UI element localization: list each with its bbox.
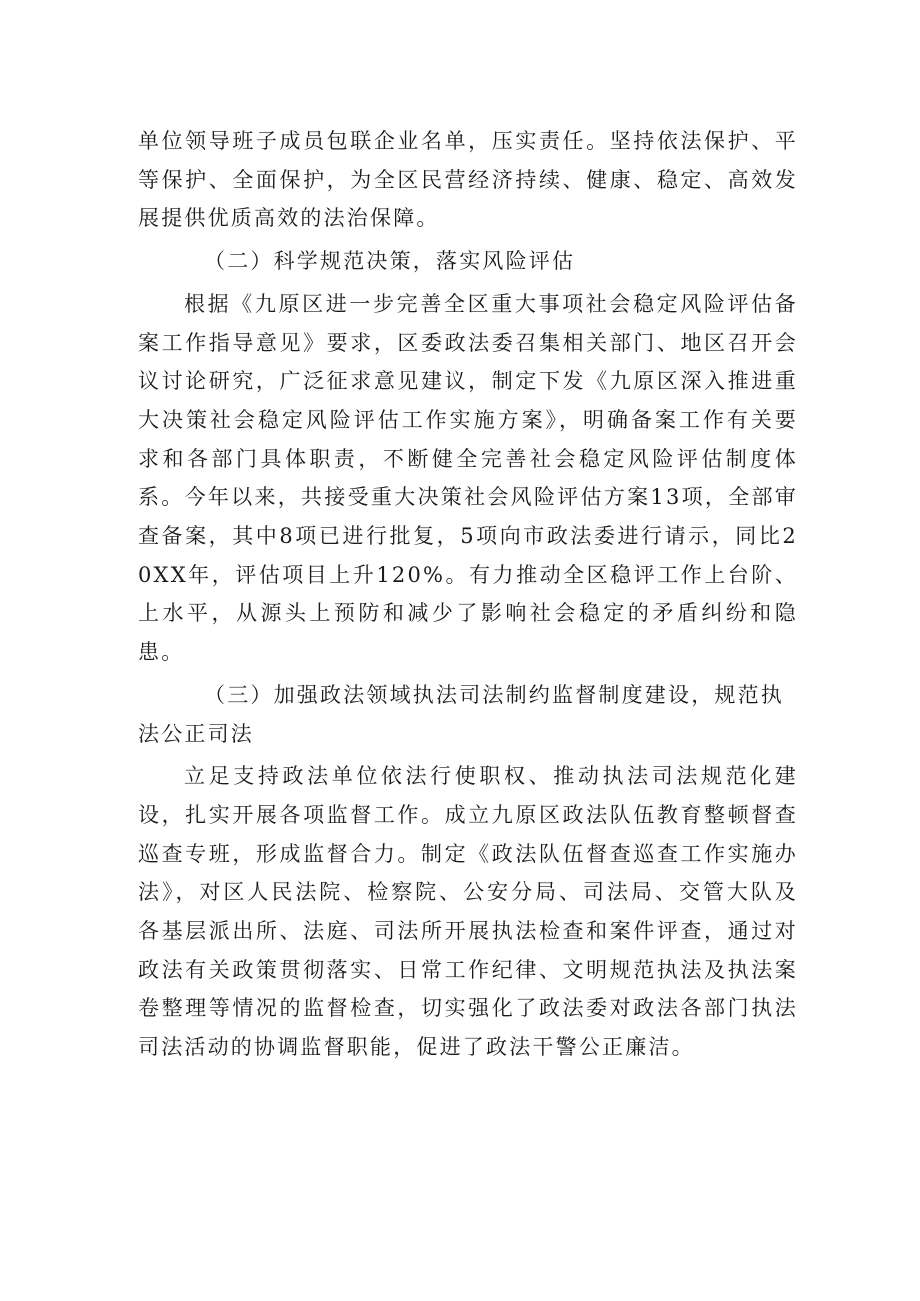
section-heading-2: （二）科学规范决策，落实风险评估 bbox=[204, 249, 576, 274]
paragraph-1: 单位领导班子成员包联企业名单，压实责任。坚持依法保护、平等保护、全面保护，为全区民营经济持续、健康、稳定、高效发展提供优质高效的法治保障。 bbox=[138, 129, 798, 231]
paragraph-2: 根据《九原区进一步完善全区重大事项社会稳定风险评估备案工作指导意见》要求，区委政法委召集相关部门、地区召开会议讨论研究，广泛征求意见建议，制定下发《九原区深入推进重大决策社会稳定风险评估工作实施方案》，明确备案工作有关要求和各部门具体职责，不断健全完善社会稳定风险评估制度体系。今年以来，共接受重大决策社会风险评估方案13项，全部审查备案，其中8项已进行批复，5项向市政法委进行请示，同比20XX年，评估项目上升120%。有力推动全区稳评工作上台阶、上水平，从源头上预防和减少了影响社会稳定的矛盾纠纷和隐患。 bbox=[138, 291, 798, 665]
section-heading-3: （三）加强政法领域执法司法制约监督制度建设，规范执法公正司法 bbox=[138, 682, 784, 746]
document-body bbox=[138, 122, 798, 1067]
paragraph-3: 立足支持政法单位依法行使职权、推动执法司法规范化建设，扎实开展各项监督工作。成立九原区政法队伍教育整顿督查巡查专班，形成监督合力。制定《政法队伍督查巡查工作实施办法》，对区人民法院、检察院、公安分局、司法局、交管大队及各基层派出所、法庭、司法所开展执法检查和案件评查，通过对政法有关政策贯彻落实、日常工作纪律、文明规范执法及执法案卷整理等情况的监督检查，切实强化了政法委对政法各部门执法司法活动的协调监督职能，促进了政法干警公正廉洁。 bbox=[138, 764, 798, 1060]
